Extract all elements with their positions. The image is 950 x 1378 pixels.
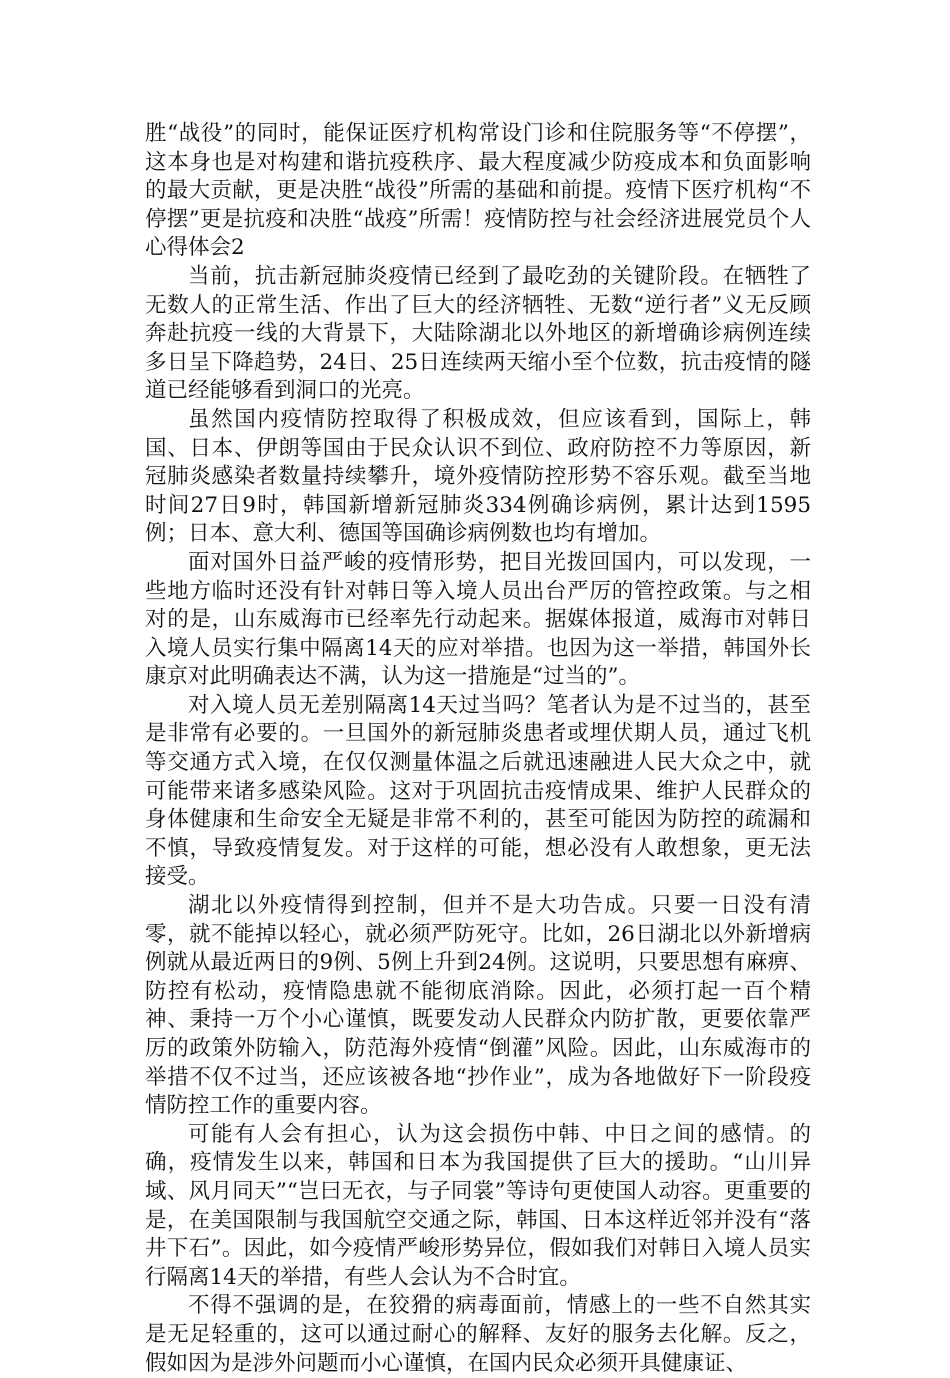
paragraph-1: 胜“战役”的同时，能保证医疗机构常设门诊和住院服务等“不停摆”，这本身也是对构建和谐抗疫秩序、最大程度减少防疫成本和负面影响的最大贡献，更是决胜“战役”所需的基础和前提。疫情下医疗机构“不停摆”更是抗疫和决胜“战疫”所需！疫情防控与社会经济进展党员个人心得体会2 [145,121,811,261]
paragraph-2: 当前，抗击新冠肺炎疫情已经到了最吃劲的关键阶段。在牺牲了无数人的正常生活、作出了巨大的经济牺牲、无数“逆行者”义无反顾奔赴抗疫一线的大背景下，大陆除湖北以外地区的新增确诊病例连续多日呈下降趋势，24日、25日连续两天缩小至个位数，抗击疫情的隧道已经能够看到洞口的光亮。 [145,263,811,404]
paragraph-5: 对入境人员无差别隔离14天过当吗？笔者认为是不过当的，甚至是非常有必要的。一旦国外的新冠肺炎患者或埋伏期人员，通过飞机等交通方式入境，在仅仅测量体温之后就迅速融进人民大众之中，就可能带来诸多感染风险。这对于巩固抗击疫情成果、维护人民群众的身体健康和生命安全无疑是非常不利的，甚至可能因为防控的疏漏和不慎，导致疫情复发。对于这样的可能，想必没有人敢想象，更无法接受。 [145,692,811,890]
paragraph-4: 面对国外日益严峻的疫情形势，把目光拨回国内，可以发现，一些地方临时还没有针对韩日等入境人员出台严厉的管控政策。与之相对的是，山东威海市已经率先行动起来。据媒体报道，威海市对韩日入境人员实行集中隔离14天的应对举措。也因为这一举措，韩国外长康京对此明确表达不满，认为这一措施是“过当的”。 [145,549,811,690]
document-body [145,120,811,1378]
paragraph-8: 不得不强调的是，在狡猾的病毒面前，情感上的一些不自然其实是无足轻重的，这可以通过耐心的解释、友好的服务去化解。反之，假如因为是涉外问题而小心谨慎，在国内民众必须开具健康证、 [145,1293,811,1376]
paragraph-7: 可能有人会有担心，认为这会损伤中韩、中日之间的感情。的确，疫情发生以来，韩国和日本为我国提供了巨大的援助。“山川异域、风月同天”“岂曰无衣，与子同裳”等诗句更使国人动容。更重要的是，在美国限制与我国航空交通之际，韩国、日本这样近邻并没有“落井下石”。因此，如今疫情严峻形势异位，假如我们对韩日入境人员实行隔离14天的举措，有些人会认为不合时宜。 [145,1121,811,1290]
paragraph-6: 湖北以外疫情得到控制，但并不是大功告成。只要一日没有清零，就不能掉以轻心，就必须严防死守。比如，26日湖北以外新增病例就从最近两日的9例、5例上升到24例。这说明，只要思想有麻痹、防控有松动，疫情隐患就不能彻底消除。因此，必须打起一百个精神、秉持一万个小心谨慎，既要发动人民群众内防扩散，更要依靠严厉的政策外防输入，防范海外疫情“倒灌”风险。因此，山东威海市的举措不仅不过当，还应该被各地“抄作业”，成为各地做好下一阶段疫情防控工作的重要内容。 [145,893,811,1119]
paragraph-3: 虽然国内疫情防控取得了积极成效，但应该看到，国际上，韩国、日本、伊朗等国由于民众认识不到位、政府防控不力等原因，新冠肺炎感染者数量持续攀升，境外疫情防控形势不容乐观。截至当地时间27日9时，韩国新增新冠肺炎334例确诊病例，累计达到1595例；日本、意大利、德国等国确诊病例数也均有增加。 [145,406,811,547]
